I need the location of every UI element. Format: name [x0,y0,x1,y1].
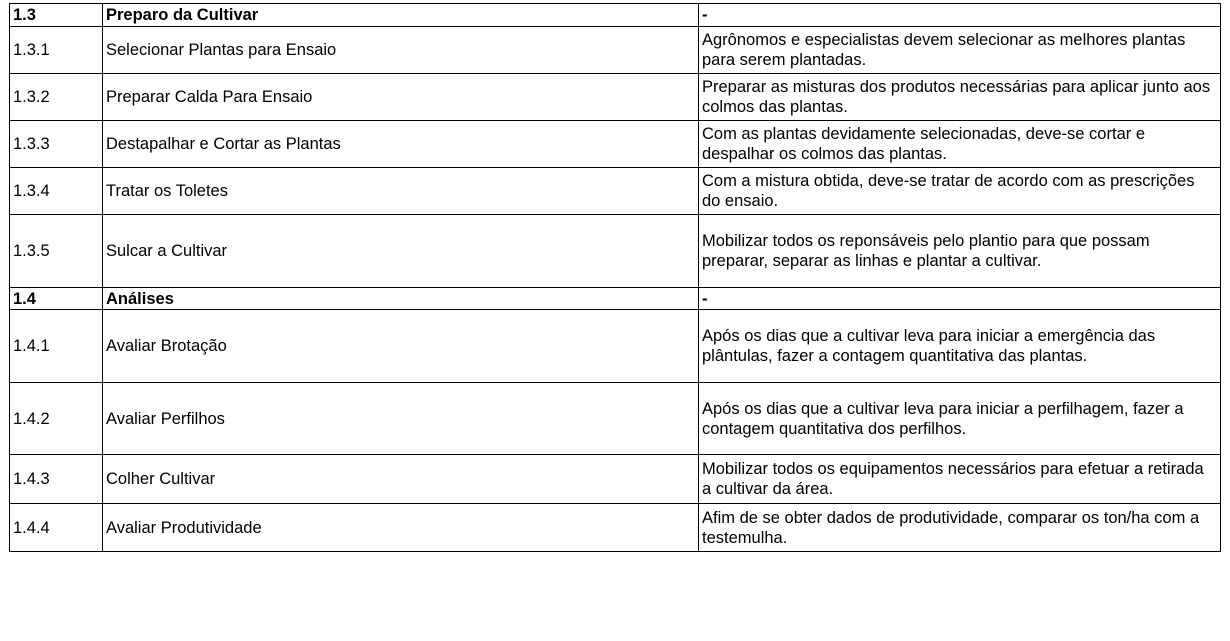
table-row [10,74,1221,121]
wbs-code-cell: 1.3.4 [10,168,103,215]
description-cell: Com as plantas devidamente selecionadas, deve-se cortar e despalhar os colmos das plantas. [699,121,1221,168]
task-name-cell: Avaliar Perfilhos [103,383,699,455]
description-cell: Preparar as misturas dos produtos necessárias para aplicar junto aos colmos das plantas. [699,74,1221,121]
task-name-cell: Colher Cultivar [103,455,699,504]
table-row [10,383,1221,455]
wbs-code-cell: 1.4.4 [10,504,103,552]
description-cell: Afim de se obter dados de produtividade, comparar os ton/ha com a testemulha. [699,504,1221,552]
section-row [10,4,1221,27]
wbs-code-cell: 1.4 [10,288,103,310]
table-row [10,504,1221,552]
task-name-cell: Preparar Calda Para Ensaio [103,74,699,121]
wbs-code-cell: 1.4.1 [10,310,103,383]
table-row [10,27,1221,74]
section-row [10,288,1221,310]
wbs-code-cell: 1.3.1 [10,27,103,74]
task-name-cell: Preparo da Cultivar [103,4,699,27]
description-cell: - [699,4,1221,27]
description-cell: Após os dias que a cultivar leva para iniciar a emergência das plântulas, fazer a contagem quantitativa das plantas. [699,310,1221,383]
wbs-code-cell: 1.4.2 [10,383,103,455]
wbs-code-cell: 1.3.3 [10,121,103,168]
description-cell: - [699,288,1221,310]
wbs-table-body [10,4,1221,552]
table-row [10,168,1221,215]
wbs-code-cell: 1.4.3 [10,455,103,504]
wbs-table [9,3,1221,552]
task-name-cell: Avaliar Produtividade [103,504,699,552]
description-cell: Com a mistura obtida, deve-se tratar de acordo com as prescrições do ensaio. [699,168,1221,215]
wbs-code-cell: 1.3.5 [10,215,103,288]
description-cell: Mobilizar todos os reponsáveis pelo plantio para que possam preparar, separar as linhas e plantar a cultivar. [699,215,1221,288]
description-cell: Agrônomos e especialistas devem selecionar as melhores plantas para serem plantadas. [699,27,1221,74]
table-row [10,455,1221,504]
description-cell: Após os dias que a cultivar leva para iniciar a perfilhagem, fazer a contagem quantitativa dos perfilhos. [699,383,1221,455]
table-row [10,310,1221,383]
wbs-code-cell: 1.3.2 [10,74,103,121]
wbs-code-cell: 1.3 [10,4,103,27]
task-name-cell: Análises [103,288,699,310]
task-name-cell: Tratar os Toletes [103,168,699,215]
task-name-cell: Selecionar Plantas para Ensaio [103,27,699,74]
table-row [10,121,1221,168]
task-name-cell: Sulcar a Cultivar [103,215,699,288]
description-cell: Mobilizar todos os equipamentos necessários para efetuar a retirada a cultivar da área. [699,455,1221,504]
task-name-cell: Avaliar Brotação [103,310,699,383]
table-row [10,215,1221,288]
task-name-cell: Destapalhar e Cortar as Plantas [103,121,699,168]
